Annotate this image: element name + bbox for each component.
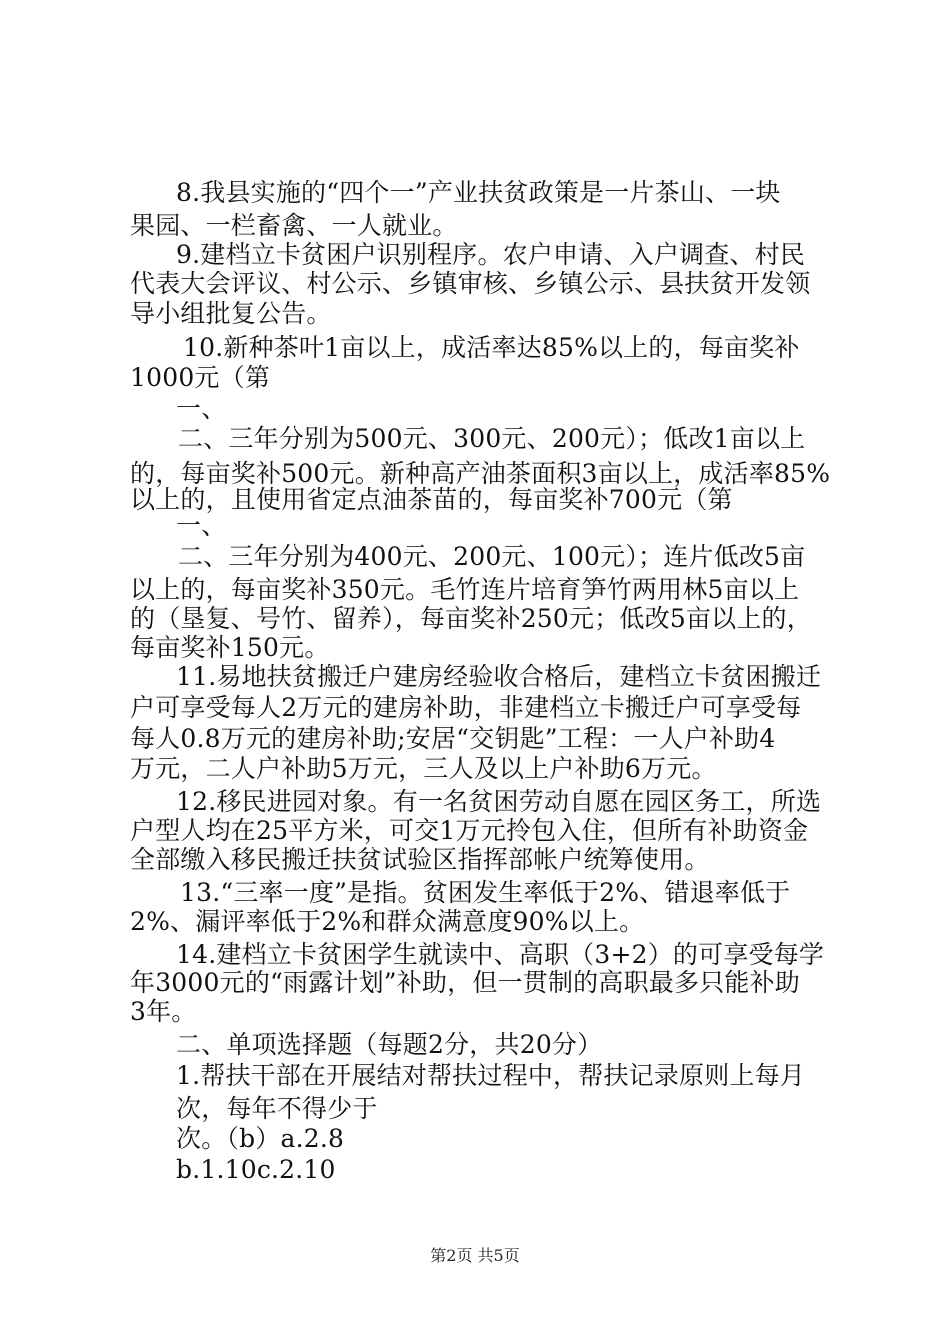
text-line: 二、三年分别为500元、300元、200元）；低改1亩以上: [178, 424, 806, 453]
section-heading: 二、单项选择题（每题2分，共20分）: [176, 1030, 603, 1059]
text-line: 以上的，每亩奖补350元。毛竹连片培育笋竹两用林5亩以上: [130, 575, 800, 604]
text-line: 户可享受每人2万元的建房补助，非建档立卡搬迁户可享受每: [130, 693, 802, 722]
question-options: 次。（b）a.2.8: [176, 1124, 345, 1153]
text-line: 一、: [176, 394, 227, 423]
text-line: 二、三年分别为400元、200元、100元）；连片低改5亩: [178, 542, 806, 571]
question-text: 次，每年不得少于: [176, 1094, 378, 1123]
text-line: 以上的，且使用省定点油茶苗的，每亩奖补700元（第: [130, 485, 733, 514]
text-line: 8.我县实施的“四个一”产业扶贫政策是一片茶山、一块: [176, 178, 781, 207]
question-options: b.1.10c.2.10: [176, 1155, 336, 1184]
text-line: 1000元（第: [130, 363, 271, 392]
text-line: 一、: [176, 511, 227, 540]
text-line: 2%、漏评率低于2%和群众满意度90%以上。: [130, 907, 645, 936]
text-line: 每人0.8万元的建房补助;安居“交钥匙”工程：一人户补助4: [130, 724, 776, 753]
text-line: 的（垦复、号竹、留养），每亩奖补250元；低改5亩以上的，: [130, 604, 812, 633]
text-line: 每亩奖补150元。: [130, 633, 330, 662]
text-line: 年3000元的“雨露计划”补助，但一贯制的高职最多只能补助: [130, 968, 800, 997]
text-line: 户型人均在25平方米，可交1万元拎包入住，但所有补助资金: [130, 816, 809, 845]
question-text: 1.帮扶干部在开展结对帮扶过程中，帮扶记录原则上每月: [176, 1061, 806, 1090]
text-line: 导小组批复公告。: [130, 299, 332, 328]
text-line: 14.建档立卡贫困学生就读中、高职（3+2）的可享受每学: [176, 940, 825, 969]
text-line: 3年。: [130, 997, 197, 1026]
text-line: 13.“三率一度”是指。贫困发生率低于2%、错退率低于: [180, 878, 791, 907]
text-line: 全部缴入移民搬迁扶贫试验区指挥部帐户统筹使用。: [130, 845, 710, 874]
text-line: 10.新种茶叶1亩以上，成活率达85%以上的，每亩奖补: [183, 333, 800, 362]
page-footer: 第2页 共5页: [430, 1246, 520, 1265]
text-line: 12.移民进园对象。有一名贫困劳动自愿在园区务工，所选: [176, 787, 822, 816]
text-line: 果园、一栏畜禽、一人就业。: [130, 211, 458, 240]
text-line: 代表大会评议、村公示、乡镇审核、乡镇公示、县扶贫开发领: [130, 269, 811, 298]
text-line: 9.建档立卡贫困户识别程序。农户申请、入户调查、村民: [176, 240, 806, 269]
text-line: 的，每亩奖补500元。新种高产油茶面积3亩以上，成活率85%: [130, 459, 831, 488]
text-line: 万元，二人户补助5万元，三人及以上户补助6万元。: [130, 754, 717, 783]
text-line: 11.易地扶贫搬迁户建房经验收合格后，建档立卡贫困搬迁: [176, 662, 822, 691]
